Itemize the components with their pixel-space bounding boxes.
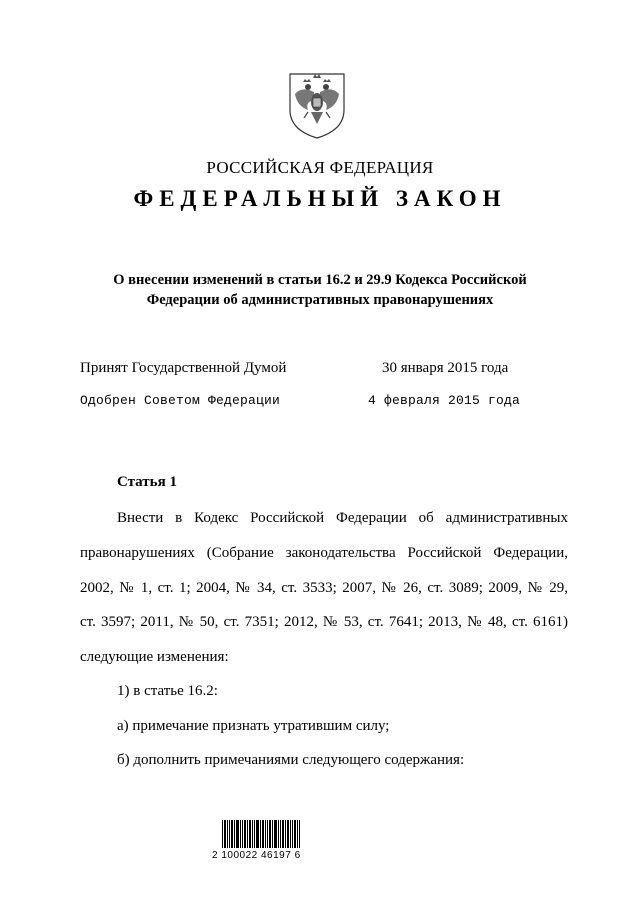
country-name: РОССИЙСКАЯ ФЕДЕРАЦИЯ (206, 158, 434, 177)
article-text-line: б) дополнить примечаниями следующего содержания: (117, 752, 465, 768)
council-approval-label: Одобрен Советом Федерации (80, 393, 281, 408)
article-text-line: ст. 3597; 2011, № 50, ст. 7351; 2012, № 53, ст. 7641; 2013, № 48, ст. 6161) (80, 614, 568, 630)
document-title (90, 270, 550, 310)
council-approval-date: 4 февраля 2015 года (368, 393, 521, 408)
barcode-number: 2 100022 46197 6 (212, 850, 301, 861)
article-text-line: Внести в Кодекс Российской Федерации об административных (117, 510, 568, 526)
document-title-line: О внесении изменений в статьи 16.2 и 29.9 Кодекса Российской (113, 272, 527, 288)
duma-adoption-label: Принят Государственной Думой (80, 360, 287, 376)
barcode-icon (212, 820, 308, 850)
document-title-line: Федерации об административных правонарушениях (146, 292, 494, 308)
article-text-line: следующие изменения: (80, 649, 229, 665)
article-text-line: 1) в статье 16.2: (117, 683, 218, 699)
article-text-line: правонарушениях (Собрание законодательства Российской Федерации, (80, 545, 568, 561)
law-type-title: ФЕДЕРАЛЬНЫЙ ЗАКОН (133, 186, 507, 211)
article-text-line: 2002, № 1, ст. 1; 2004, № 34, ст. 3533; 2007, № 26, ст. 3089; 2009, № 29, (80, 580, 568, 596)
article-text-line: а) примечание признать утратившим силу; (117, 718, 390, 734)
duma-adoption-date: 30 января 2015 года (382, 360, 509, 376)
article-heading: Статья 1 (117, 474, 177, 490)
russian-coat-of-arms-icon (286, 68, 348, 140)
